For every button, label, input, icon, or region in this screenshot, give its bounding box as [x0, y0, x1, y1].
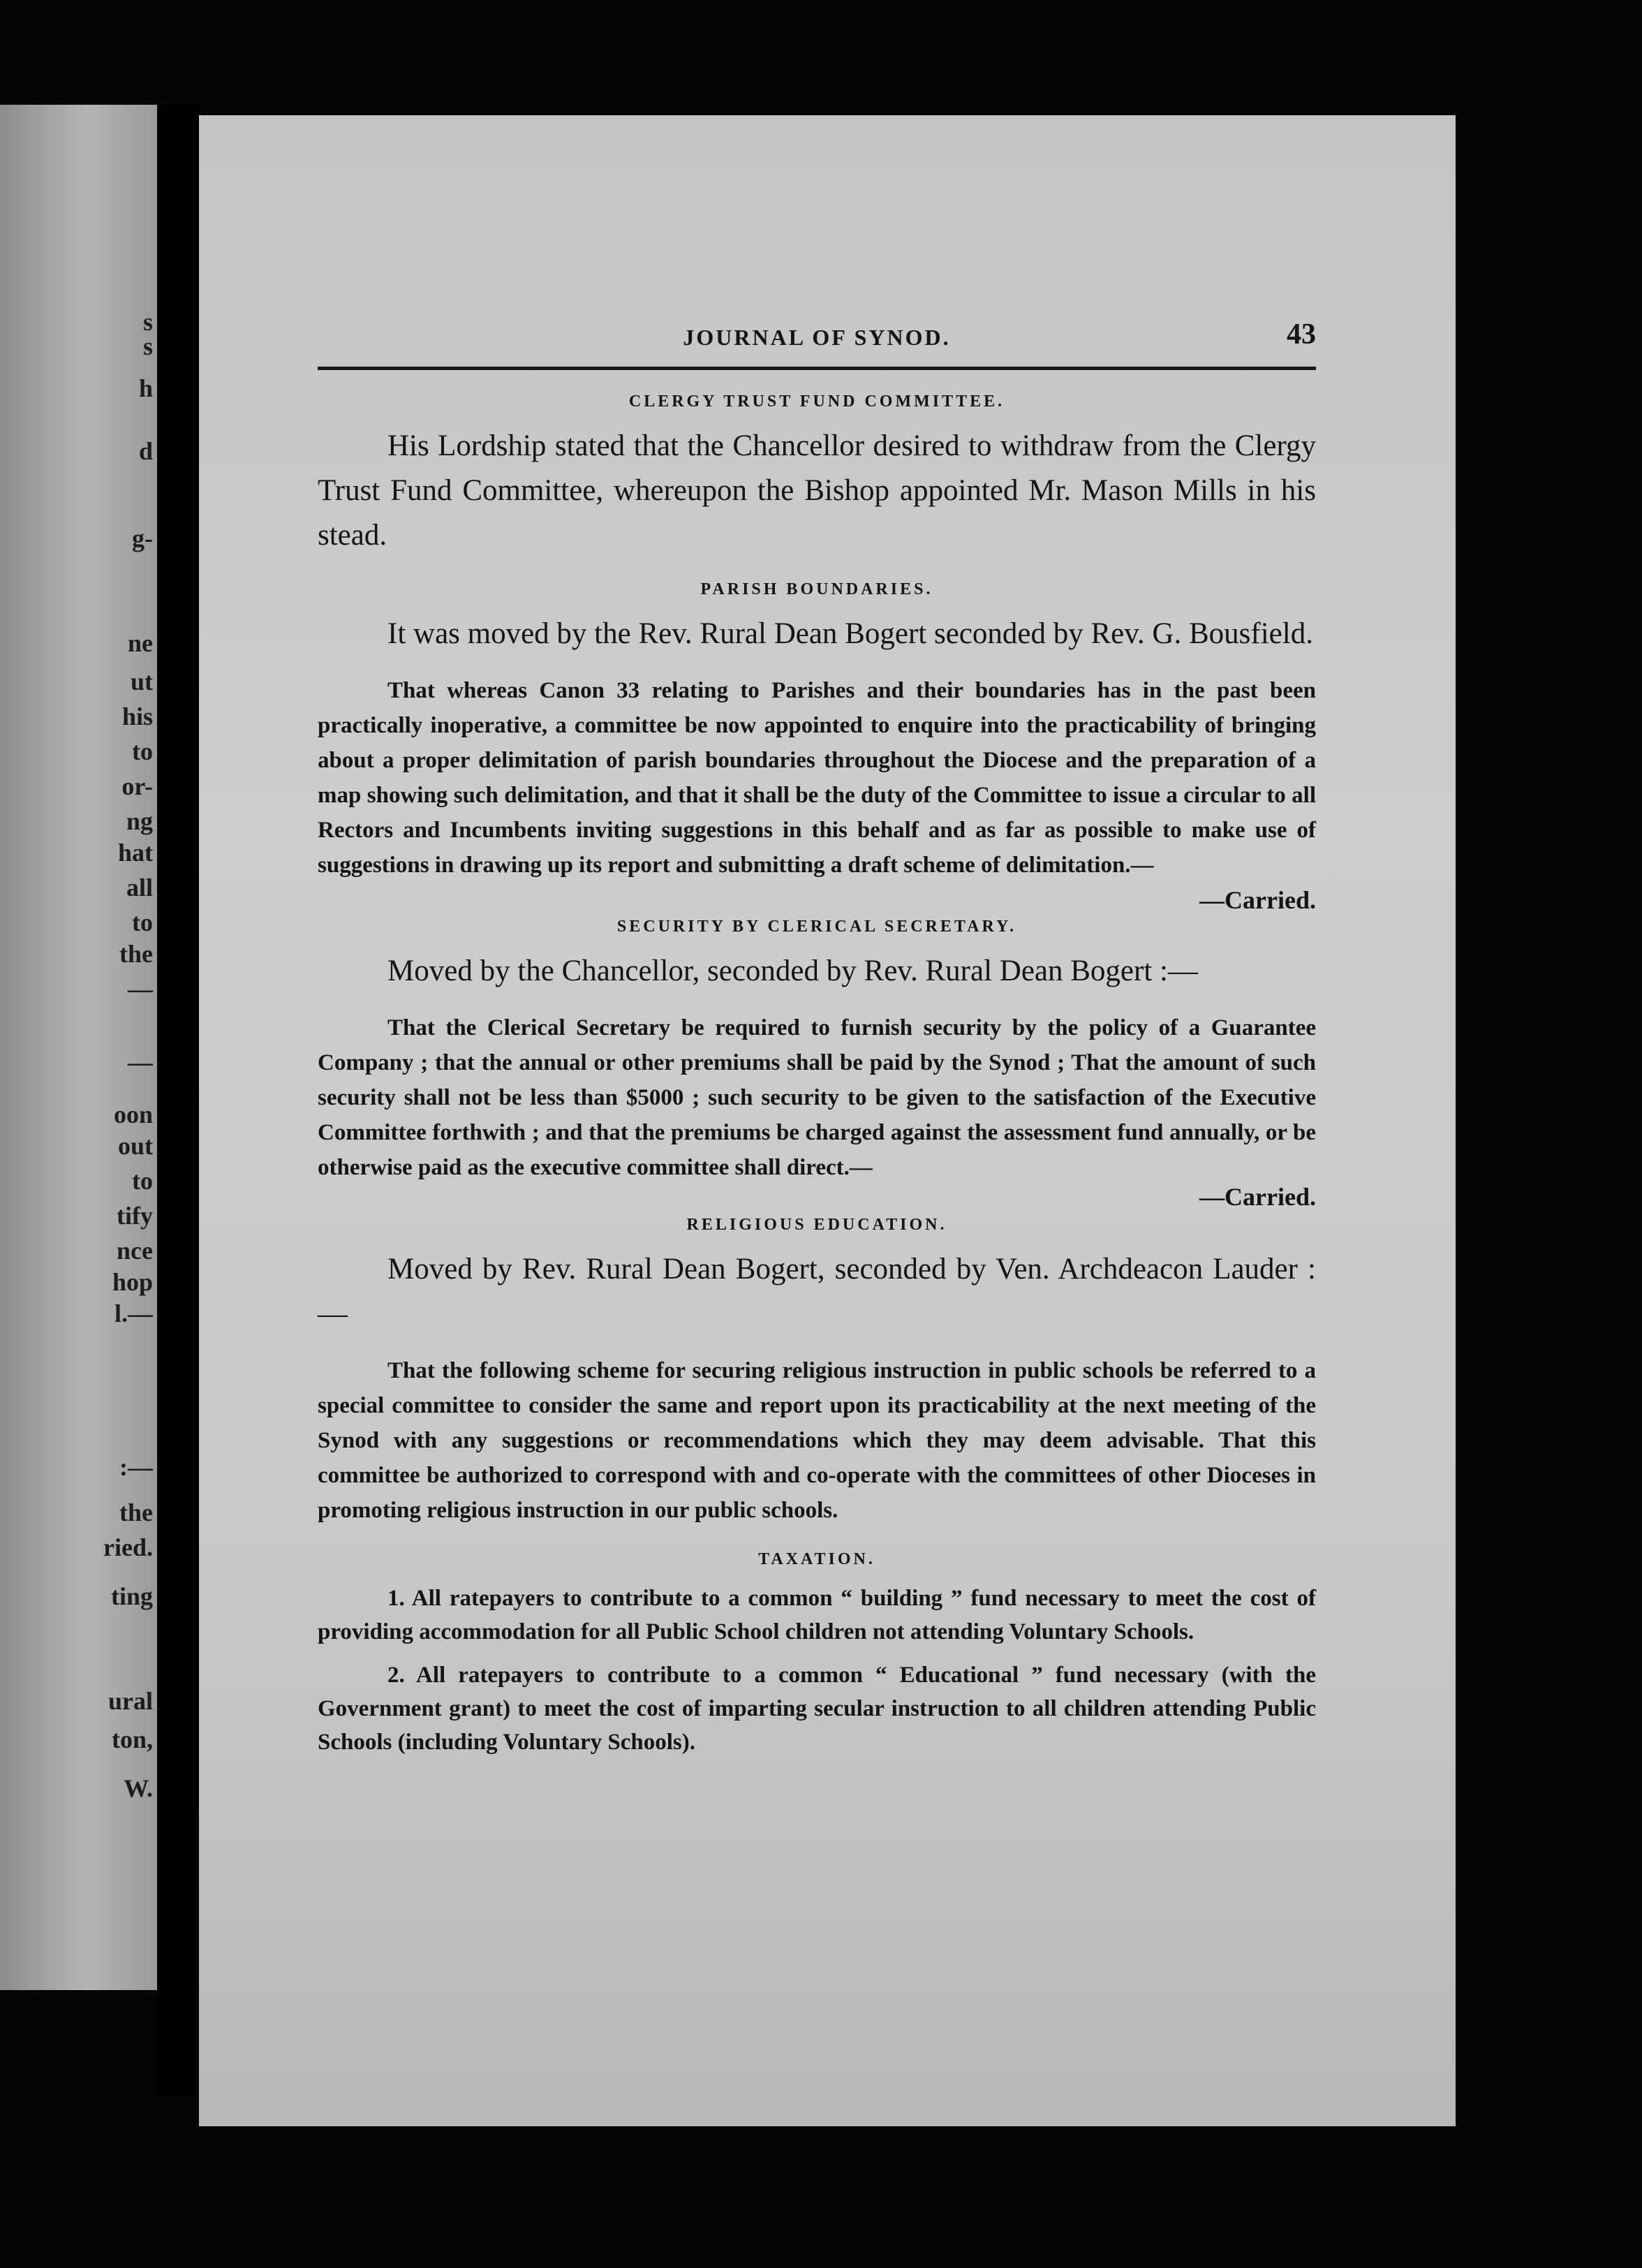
left-page-fragment: his: [121, 702, 153, 730]
left-page-fragment: the: [119, 940, 153, 968]
taxation-item-2: 2. All ratepayers to contribute to a common “ Educational ” fund necessary (with the Government grant) to meet the cost of imparting secular instruction to all children attending Public Schools (including Voluntary Schools).: [318, 1663, 1316, 1755]
left-page-fragment: ural: [108, 1687, 153, 1715]
left-page-fragment: all: [126, 874, 153, 901]
section-heading-religious-education: RELIGIOUS EDUCATION.: [686, 1216, 947, 1234]
left-page-fragment: oon: [113, 1100, 153, 1128]
parish-boundaries-motion: It was moved by the Rev. Rural Dean Bogert seconded by Rev. G. Bousfield.: [387, 617, 1313, 650]
left-page-fragment: ne: [128, 629, 153, 657]
left-page-fragment: :—: [119, 1453, 153, 1481]
left-page-fragment: —: [128, 1048, 153, 1076]
left-page-fragment: ting: [110, 1582, 153, 1610]
left-page-fragment: nce: [117, 1237, 153, 1265]
left-page-fragment: out: [117, 1132, 153, 1160]
left-page-fragment: h: [138, 374, 153, 402]
left-page-fragment: or-: [121, 772, 153, 800]
left-page-fragment: s: [142, 308, 153, 336]
section-heading-clergy-trust: CLERGY TRUST FUND COMMITTEE.: [628, 392, 1005, 411]
section-heading-parish-boundaries: PARISH BOUNDARIES.: [700, 580, 933, 598]
clergy-trust-statement: His Lordship stated that the Chancellor desired to withdraw from the Clergy Trust Fund Committee, whereupon the Bishop appointed Mr. Mason Mills in his stead.: [318, 429, 1316, 552]
left-page-fragment: to: [132, 737, 153, 765]
left-page-fragment: the: [119, 1498, 153, 1526]
left-page-fragment: ng: [126, 807, 153, 835]
section-heading-security: SECURITY BY CLERICAL SECRETARY.: [616, 918, 1017, 936]
religious-education-resolution: That the following scheme for securing religious instruction in public schools be referred to a special committee to consider the same and report upon its practicability at the next meeting of the Synod with any suggestions or recommendations which they may deem advisable. That this committee be authorized to correspond with and co-operate with the committees of other Dioceses in promoting religious instruction in our public schools.: [318, 1358, 1316, 1523]
left-page-fragment: —: [128, 975, 153, 1003]
security-motion: Moved by the Chancellor, seconded by Rev. Rural Dean Bogert :—: [387, 955, 1198, 987]
page-content: [318, 318, 1316, 1759]
left-page-fragment: d: [138, 437, 153, 465]
page-header: [318, 318, 1316, 370]
book-gutter: [157, 105, 199, 2095]
parish-boundaries-text: That whereas Canon 33 relating to Parishes and their boundaries has in the past been practically inoperative, a committee be now appointed to enquire into the practicability of bringing about a proper delimitation of parish boundaries throughout the Diocese and the preparation of a map showing such delimitation, and that it shall be the duty of the Committee to issue a circular to all Rectors and Incumbents inviting suggestions in this behalf and as far as possible to make use of suggestions in drawing up its report and submitting a draft scheme of delimitation.—: [318, 678, 1316, 878]
left-page-edge: [0, 105, 157, 1990]
left-page-fragment: hop: [112, 1268, 153, 1296]
security-result: —Carried.: [1199, 1183, 1316, 1211]
left-page-fragment: to: [132, 908, 153, 936]
security-resolution: That the Clerical Secretary be required to furnish security by the policy of a Guarantee Company ; that the annual or other premiums shall be paid by the Synod ; That the amount of such security shall not be less than $5000 ; such security to be given to the satisfaction of the Executive Committee forthwith ; and that the premiums be charged against the assessment fund annually, or be otherwise paid as the executive committee shall direct.—: [318, 1015, 1316, 1180]
left-page-fragment: tify: [117, 1202, 153, 1230]
left-page-fragment: ut: [130, 668, 153, 695]
parish-boundaries-resolution: [318, 673, 1316, 914]
left-page-fragment: l.—: [114, 1299, 153, 1327]
left-page-fragment: W.: [124, 1774, 153, 1802]
parish-boundaries-result: —Carried.: [1199, 886, 1316, 914]
page-number: 43: [1287, 318, 1316, 351]
left-page-fragment: s: [142, 332, 153, 360]
taxation-item-1: 1. All ratepayers to contribute to a common “ building ” fund necessary to meet the cost of providing accommodation for all Public School children not attending Voluntary Schools.: [318, 1586, 1316, 1644]
left-page-fragment: to: [132, 1167, 153, 1195]
left-page-fragment: hat: [117, 839, 153, 867]
left-page-fragment: g-: [132, 524, 153, 552]
running-title: JOURNAL OF SYNOD.: [683, 325, 951, 350]
section-heading-taxation: TAXATION.: [758, 1550, 875, 1568]
document-page: [199, 115, 1456, 2126]
left-page-fragment: ton,: [111, 1725, 153, 1753]
left-page-fragment: ried.: [103, 1533, 153, 1561]
religious-education-motion: Moved by Rev. Rural Dean Bogert, seconded by Ven. Archdeacon Lauder :—: [318, 1253, 1316, 1330]
